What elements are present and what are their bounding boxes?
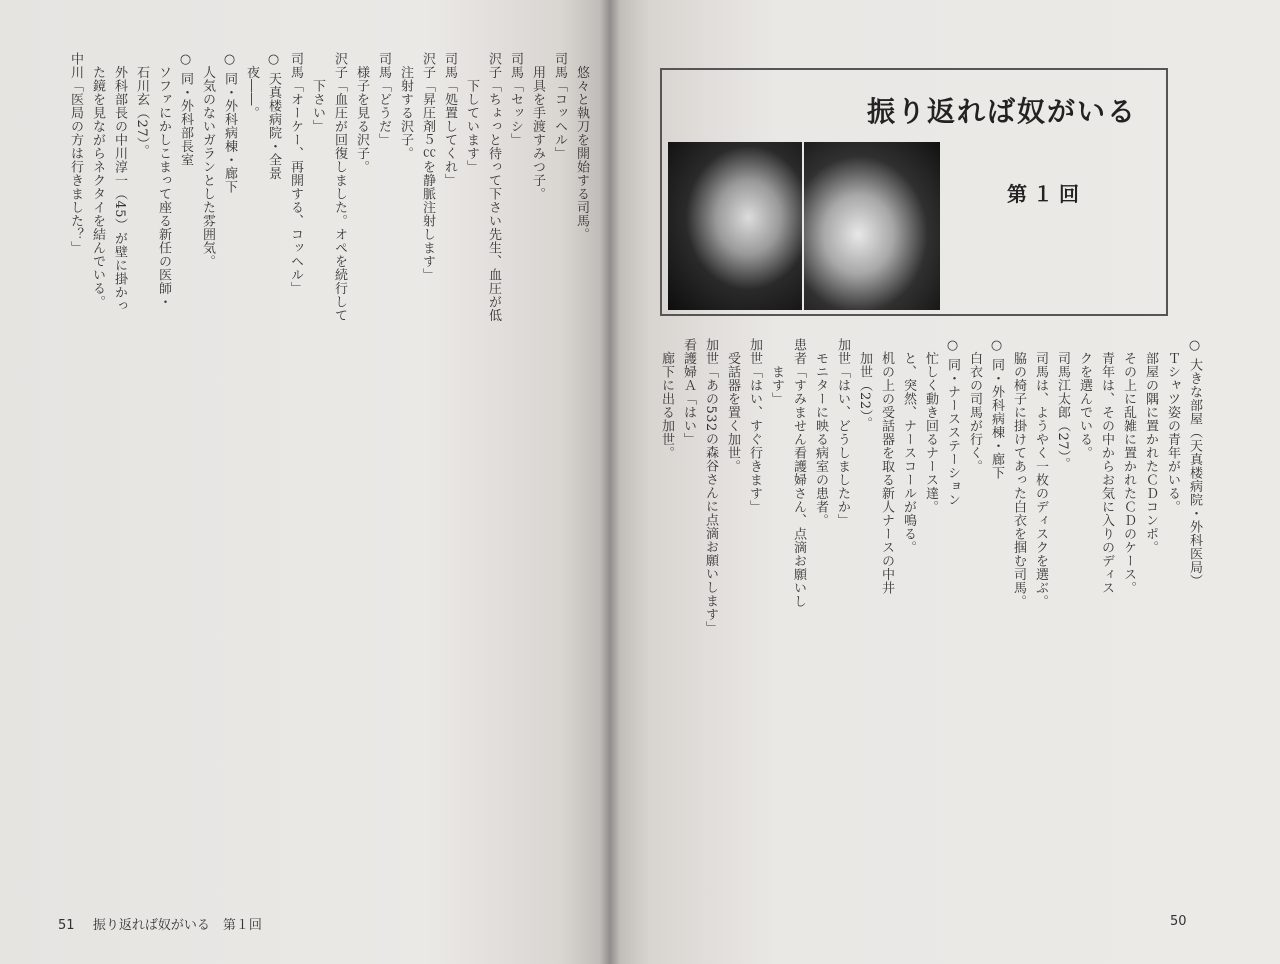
left-script-column: 悠々と執刀を開始する司馬。: [574, 52, 589, 241]
right-script-column: ○ 大きな部屋（天真楼病院・外科医局） Ｔシャツ姿の青年がいる。 部屋の隅に置かれたＣＤコンポ。 その上に乱雑に置かれたＣＤのケース。 青年は、その中からお気に入りのディス クを選んでいる。 司馬江太郎（27）。 司馬は、ようやく一枚のディスクを選ぶ。 脇の椅子に掛けてあった白衣を掴む司馬。: [1011, 338, 1202, 608]
right-page-number: 50: [1170, 914, 1187, 929]
right-script-column: ○ 同・外科病棟・廊下 白衣の司馬が行く。: [967, 338, 1004, 480]
episode-label: 第１回: [1007, 182, 1085, 206]
left-script-column: 司馬「どうだ」 様子を見る沢子。: [354, 52, 391, 174]
right-script-column: ○ 同・ナースステーション 忙しく動き回るナース達。 と、突然、ナースコールが鳴る。 机の上の受話器を取る新人ナースの中井 加世（22）。: [857, 338, 960, 595]
actor-photo-1: [668, 142, 802, 310]
left-script-column: 沢子「血圧が回復しました。オペを続行して 下さい」: [310, 52, 347, 322]
left-page-footer: [58, 914, 262, 933]
right-script-column: 患者「すみません看護婦さん、点滴お願いし ます」: [769, 338, 806, 608]
title-box: [660, 68, 1168, 316]
left-script-column: 司馬「オーケー、再開する、コッヘル」: [288, 52, 303, 295]
right-script-column: 加世「はい、すぐ行きます」 受話器を置く加世。: [725, 338, 762, 514]
drama-title: 振り返れば奴がいる: [867, 95, 1138, 128]
left-script-column: 司馬「処置してくれ」: [442, 52, 457, 187]
right-script-column: 看護婦Ａ「はい」 廊下に出る加世。: [659, 338, 696, 460]
left-script-column: ○ 同・外科病棟・廊下 人気のないガランとした雰囲気。: [200, 52, 237, 268]
left-script-column: 司馬「コッヘル」 用具を手渡すみつ子。: [530, 52, 567, 201]
left-script-column: ○ 天真楼病院・全景 夜――。: [244, 52, 281, 181]
actor-photo-2: [804, 142, 940, 310]
left-running-title: 振り返れば奴がいる 第１回: [92, 918, 262, 933]
left-script-column: ○ 同・外科部長室 ソファにかしこまって座る新任の医師・ 石川玄（27）。 外科部長の中川淳一（45）が壁に掛かっ た鏡を見ながらネクタイを結んでいる。: [90, 52, 193, 313]
left-page-number: 51: [58, 918, 75, 933]
right-script-column: 加世「あの532の森谷さんに点滴お願いします」: [703, 338, 718, 635]
left-script-column: 中川「医局の方は行きました？」: [68, 52, 83, 255]
left-script-column: 司馬「セッシ」: [508, 52, 523, 147]
book-gutter: [600, 0, 620, 964]
left-script-column: 沢子「昇圧剤５㏄を静脈注射します」 注射する沢子。: [398, 52, 435, 282]
left-script-column: 沢子「ちょっと待って下さい先生、血圧が低 下しています」: [464, 52, 501, 322]
right-script-column: 加世「はい、どうしましたか」 モニターに映る病室の患者。: [813, 338, 850, 527]
left-page: [0, 0, 610, 964]
